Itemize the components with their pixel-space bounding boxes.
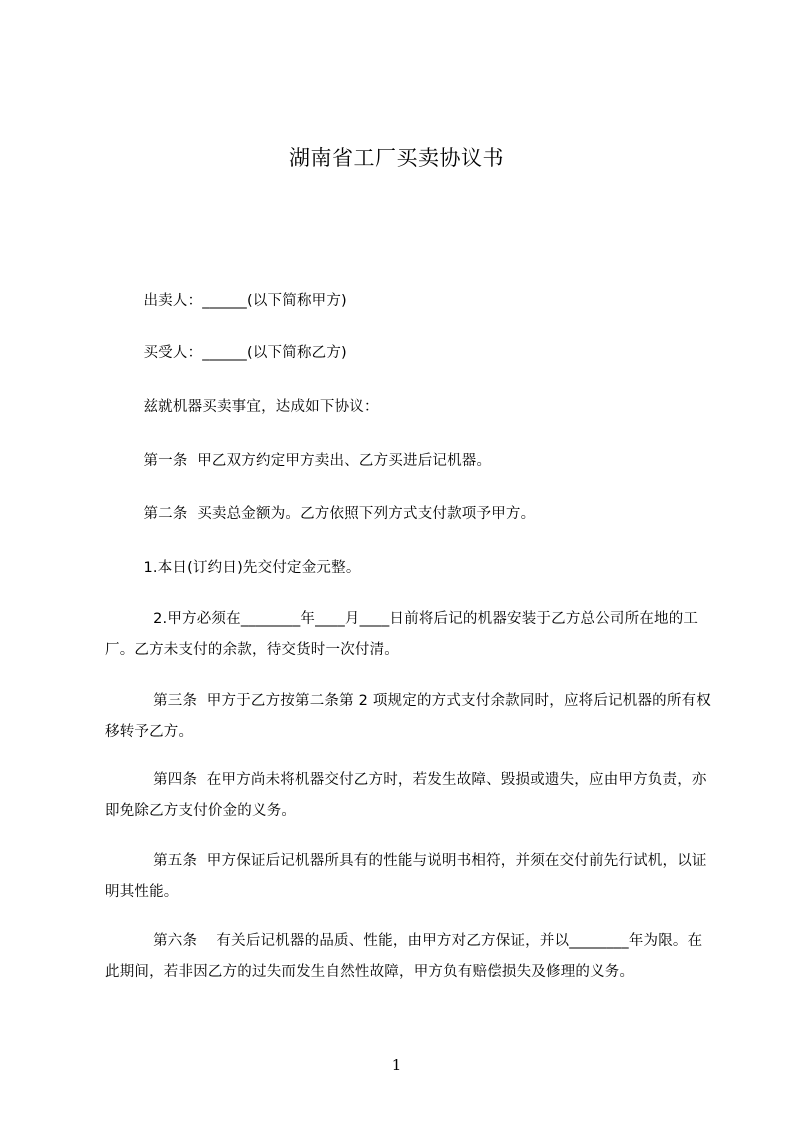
article-5-paragraph: 第五条 甲方保证后记机器所具有的性能与说明书相符，并须在交付前先行试机，以证明其性能。 (105, 853, 707, 900)
article-4-paragraph: 第四条 在甲方尚未将机器交付乙方时，若发生故障、毁损或遗失，应由甲方负责，亦即免除乙方支付价金的义务。 (105, 772, 707, 819)
buyer-line: 买受人：______(以下简称乙方) (105, 345, 347, 361)
article-3-paragraph: 第三条 甲方于乙方按第二条第 2 项规定的方式支付余款同时，应将后记机器的所有权移转予乙方。 (105, 693, 711, 740)
article-2-item-1-paragraph: 1.本日(订约日)先交付定金元整。 (105, 560, 361, 576)
article-6-paragraph: 第六条 有关后记机器的品质、性能，由甲方对乙方保证，并以________年为限。在此期间，若非因乙方的过失而发生自然性故障，甲方负有赔偿损失及修理的义务。 (105, 933, 703, 980)
article-1-paragraph: 第一条 甲乙双方约定甲方卖出、乙方买进后记机器。 (105, 453, 492, 469)
document-title: 湖南省工厂买卖协议书 (289, 146, 504, 170)
article-2-item-2-paragraph: 2.甲方必须在________年____月____日前将后记的机器安装于乙方总公司所在地的工厂。乙方未支付的余款，待交货时一次付清。 (105, 611, 699, 658)
preamble-paragraph: 兹就机器买卖事宜，达成如下协议： (105, 399, 379, 415)
page-number: 1 (391, 1056, 402, 1074)
seller-line: 出卖人：______(以下简称甲方) (105, 293, 347, 309)
article-2-paragraph: 第二条 买卖总金额为。乙方依照下列方式支付款项予甲方。 (105, 506, 536, 522)
